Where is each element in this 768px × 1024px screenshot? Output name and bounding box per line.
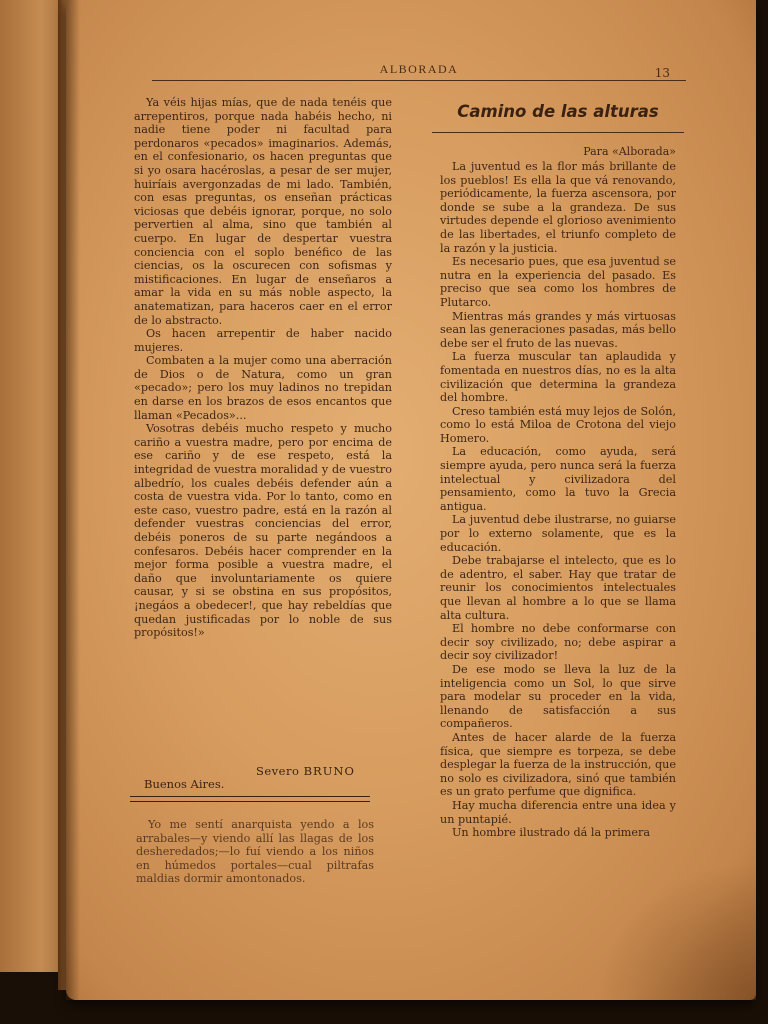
left-page-edge xyxy=(0,0,60,972)
bottom-left-column xyxy=(136,818,374,886)
title-rule xyxy=(432,132,684,133)
page-shading xyxy=(596,860,756,1000)
signature-first-name: Severo xyxy=(256,764,300,778)
article-paragraph: De ese modo se lleva la luz de la inteligencia como un Sol, lo que sirve para modelar su proceder en la vida, llenando de satisfacción a sus compañeros. xyxy=(440,662,676,731)
section-divider xyxy=(130,796,370,802)
header-rule xyxy=(152,80,686,81)
magazine-page xyxy=(66,0,756,1000)
running-head: ALBORADA xyxy=(379,62,459,76)
spine-shadow xyxy=(66,0,80,1000)
left-paragraph: Vosotras debéis mucho respeto y mucho cariño a vuestra madre, pero por encima de ese cariño y de ese respeto, está la integridad de vuestra moralidad y de vuestro albedrío, los cuales debéis defender aún a costa de vuestra vida. Por lo tanto, como en este caso, vuestro padre, está en la razón al defender vuestras conciencias del error, debéis poneros de su parte negándoos a confesaros. Debéis hacer comprender en la mejor forma posible a vuestra madre, el daño que involuntariamente os quiere causar, y si se obstina en sus propósitos, ¡negáos a obedecer!, que hay rebeldías que quedan justificadas por lo noble de sus propósitos!» xyxy=(134,422,392,640)
article-paragraph: El hombre no debe conformarse con decir soy civilizado, no; debe aspirar a decir soy civilizador! xyxy=(440,622,676,663)
article-paragraph: Hay mucha diferencia entre una idea y un puntapié. xyxy=(440,798,676,826)
article-paragraph: La juventud es la flor más brillante de los pueblos! Es ella la que vá renovando, periódicamente, la fuerza ascensora, por donde se sube a la grandeza. De sus virtudes depende el glorioso avenimiento de las libertades, el triunfo completo de la razón y la justicia. xyxy=(440,160,676,255)
article-paragraph: Debe trabajarse el intelecto, que es lo de adentro, el saber. Hay que tratar de reunir los conocimientos intelectuales que llevan al hombre a lo que se llama alta cultura. xyxy=(440,554,676,622)
article-paragraph: La juventud debe ilustrarse, no guiarse por lo externo solamente, que es la educación. xyxy=(440,513,676,554)
signature-last-name: BRUNO xyxy=(303,764,355,778)
right-column xyxy=(440,160,676,840)
article-paragraph: Un hombre ilustrado dá la primera xyxy=(452,826,651,840)
article-paragraph: Creso también está muy lejos de Solón, como lo está Miloa de Crotona del viejo Homero. xyxy=(440,404,676,445)
article-paragraph: La fuerza muscular tan aplaudida y fomentada en nuestros días, no es la alta civilización que determina la grandeza del hombre. xyxy=(440,350,676,405)
left-paragraph: Combaten a la mujer como una aberración de Dios o de Natura, como un gran «pecado»; pero los muy ladinos no trepidan en darse en los brazos de esos encantos que llaman «Pecados»... xyxy=(134,354,392,422)
page-number: 13 xyxy=(654,66,670,80)
left-paragraph: Ya véis hijas mías, que de nada tenéis que arrepentiros, porque nada habéis hecho, ni nadie tiene poder ni facultad para perdonaros «pecados» imaginarios. Además, en el confesionario, os hacen preguntas que si yo osara hacéroslas, a pesar de ser mujer, huiríais avergonzadas de mi lado. También, con esas preguntas, os enseñan prácticas viciosas que debéis ignorar, porque, no solo pervertien al alma, sino que también al cuerpo. En lugar de despertar vuestra conciencia con el soplo benéfico de las ciencias, os la oscurecen con sofismas y mistificaciones. En lugar de enseñaros a amar la vida en su más noble aspecto, la anatematizan, para haceros caer en el error de lo abstracto. xyxy=(134,96,392,327)
article-paragraph: Antes de hacer alarde de la fuerza física, que siempre es torpeza, se debe desplegar la fuerza de la instrucción, que no solo es civilizadora, sinó que también es un grato perfume que dignifica. xyxy=(440,730,676,799)
article-title: Camino de las alturas xyxy=(457,102,659,121)
author-signature xyxy=(256,764,355,778)
bottom-paragraph: Yo me sentí anarquista yendo a los arrabales—y viendo allí las llagas de los desheredados;—lo fuí viendo a los niños en húmedos portales—cual piltrafas maldias dormir amontonados. xyxy=(136,818,374,886)
article-paragraph: Mientras más grandes y más virtuosas sean las generaciones pasadas, más bello debe ser el fruto de las nuevas. xyxy=(440,309,676,350)
article-paragraph: La educación, como ayuda, será siempre ayuda, pero nunca será la fuerza intelectual y civilizadora del pensamiento, como la tuvo la Grecia antigua. xyxy=(440,445,676,513)
article-paragraph: Es necesario pues, que esa juventud se nutra en la experiencia del pasado. Es preciso que sea como los hombres de Plutarco. xyxy=(440,255,676,309)
left-paragraph: Os hacen arrepentir de haber nacido mujeres. xyxy=(134,327,392,354)
article-dedication: Para «Alborada» xyxy=(583,145,676,158)
left-column xyxy=(134,96,392,640)
place-line: Buenos Aires. xyxy=(144,777,225,791)
